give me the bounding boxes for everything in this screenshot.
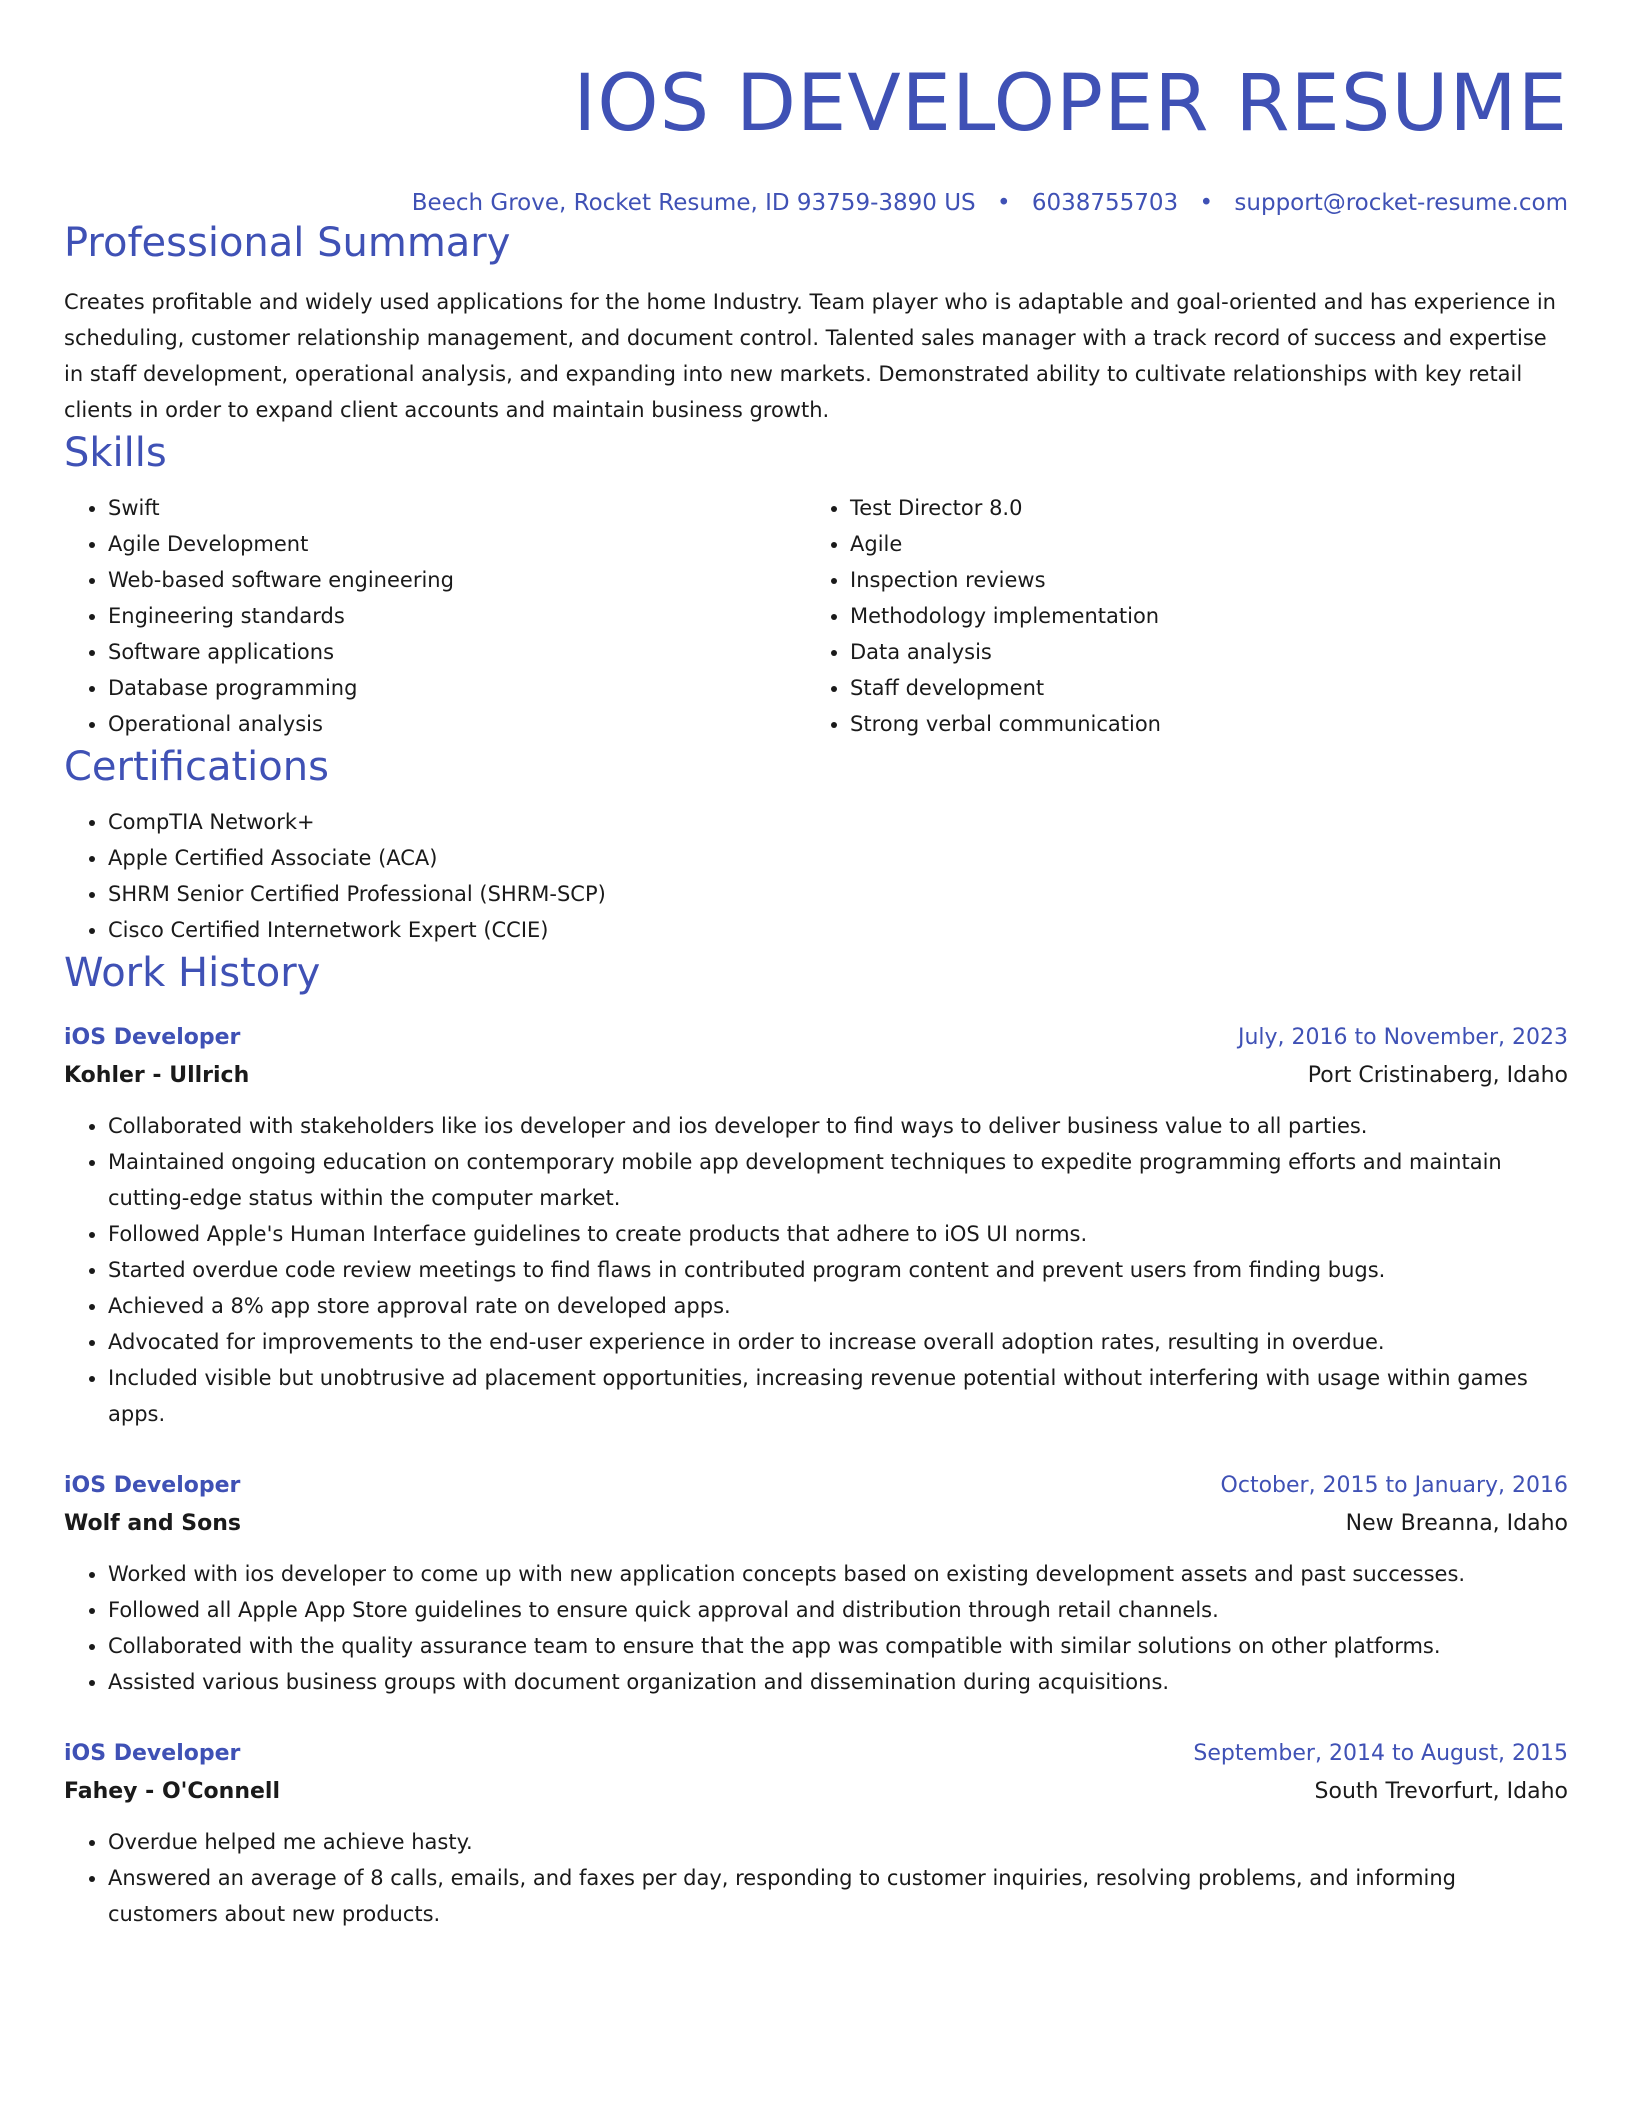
work-history-heading: Work History	[64, 950, 321, 996]
job-header-row	[64, 1468, 1568, 1504]
skills-heading: Skills	[64, 430, 167, 476]
skill-item: • Methodology implementation	[850, 598, 1548, 634]
contact-phone: 6038755703	[1031, 190, 1179, 216]
job-bullet: • Followed Apple's Human Interface guidelines to create products that adhere to iOS UI norms.	[108, 1216, 1568, 1252]
job-entry	[64, 1468, 1568, 1700]
job-bullet: • Achieved a 8% app store approval rate on developed apps.	[108, 1288, 1568, 1324]
certifications-heading: Certifications	[64, 744, 329, 790]
job-bullet: • Worked with ios developer to come up with new application concepts based on existing development assets and past successes.	[108, 1556, 1568, 1592]
skills-list-left	[64, 490, 806, 742]
job-bullet: • Overdue helped me achieve hasty.	[108, 1824, 1568, 1860]
contact-separator: •	[996, 190, 1011, 216]
job-dates: October, 2015 to January, 2016	[1220, 1473, 1568, 1498]
job-bullet: • Included visible but unobtrusive ad placement opportunities, increasing revenue potential without interfering with usage within games apps.	[108, 1360, 1568, 1432]
resume-title: IOS DEVELOPER RESUME	[573, 59, 1568, 149]
certification-item: • CompTIA Network+	[108, 804, 1568, 840]
job-company: Wolf and Sons	[64, 1511, 241, 1536]
skill-item: • Engineering standards	[108, 598, 806, 634]
contact-line	[64, 188, 1568, 218]
skill-item: • Agile Development	[108, 526, 806, 562]
contact-separator: •	[1199, 190, 1214, 216]
job-bullet: • Maintained ongoing education on contemporary mobile app development techniques to expedite programming efforts and maintain cutting-edge status within the computer market.	[108, 1144, 1568, 1216]
job-bullet: • Advocated for improvements to the end-user experience in order to increase overall adoption rates, resulting in overdue.	[108, 1324, 1568, 1360]
job-bullet: • Answered an average of 8 calls, emails, and faxes per day, responding to customer inquiries, resolving problems, and informing customers about new products.	[108, 1860, 1568, 1932]
job-location: New Breanna, Idaho	[1345, 1511, 1568, 1536]
job-entry	[64, 1736, 1568, 1932]
job-dates: July, 2016 to November, 2023	[1237, 1025, 1568, 1050]
contact-email: support@rocket-resume.com	[1234, 190, 1568, 216]
contact-address: Beech Grove, Rocket Resume, ID 93759-3890 US	[411, 190, 976, 216]
job-location: South Trevorfurt, Idaho	[1314, 1779, 1568, 1804]
job-company-row	[64, 1772, 1568, 1812]
skill-item: • Agile	[850, 526, 1548, 562]
job-bullets	[64, 1108, 1568, 1432]
skill-item: • Test Director 8.0	[850, 490, 1548, 526]
skill-item: • Staff development	[850, 670, 1548, 706]
skill-item: • Swift	[108, 490, 806, 526]
skill-item: • Software applications	[108, 634, 806, 670]
job-location: Port Cristinaberg, Idaho	[1307, 1063, 1568, 1088]
job-bullet: • Collaborated with the quality assurance team to ensure that the app was compatible with similar solutions on other platforms.	[108, 1628, 1568, 1664]
job-dates: September, 2014 to August, 2015	[1193, 1741, 1568, 1766]
job-header-row	[64, 1020, 1568, 1056]
summary-text: Creates profitable and widely used applications for the home Industry. Team player who is adaptable and goal-oriented and has experience in scheduling, customer relationship management, and document control. Talented sales manager with a track record of success and expertise in staff development, operational analysis, and expanding into new markets. Demonstrated ability to cultivate relationships with key retail clients in order to expand client accounts and maintain business growth.	[64, 290, 1556, 422]
job-header-row	[64, 1736, 1568, 1772]
resume-page	[64, 0, 1568, 1932]
certifications-list	[64, 804, 1568, 948]
job-bullet: • Assisted various business groups with document organization and dissemination during acquisitions.	[108, 1664, 1568, 1700]
job-bullet: • Started overdue code review meetings to find flaws in contributed program content and prevent users from finding bugs.	[108, 1252, 1568, 1288]
job-role: iOS Developer	[64, 1741, 241, 1766]
job-bullet: • Collaborated with stakeholders like ios developer and ios developer to find ways to deliver business value to all parties.	[108, 1108, 1568, 1144]
job-company-row	[64, 1504, 1568, 1544]
job-role: iOS Developer	[64, 1473, 241, 1498]
skill-item: • Inspection reviews	[850, 562, 1548, 598]
job-company-row	[64, 1056, 1568, 1096]
skills-grid	[64, 478, 1568, 742]
skill-item: • Data analysis	[850, 634, 1548, 670]
job-bullets	[64, 1824, 1568, 1932]
certification-item: • Apple Certified Associate (ACA)	[108, 840, 1568, 876]
certification-item: • SHRM Senior Certified Professional (SHRM-SCP)	[108, 876, 1568, 912]
job-entry	[64, 1020, 1568, 1432]
skill-item: • Operational analysis	[108, 706, 806, 742]
job-bullet: • Followed all Apple App Store guidelines to ensure quick approval and distribution through retail channels.	[108, 1592, 1568, 1628]
skill-item: • Database programming	[108, 670, 806, 706]
job-bullets	[64, 1556, 1568, 1700]
skill-item: • Strong verbal communication	[850, 706, 1548, 742]
certification-item: • Cisco Certified Internetwork Expert (CCIE)	[108, 912, 1568, 948]
skills-list-right	[806, 490, 1548, 742]
skill-item: • Web-based software engineering	[108, 562, 806, 598]
job-company: Kohler - Ullrich	[64, 1063, 250, 1088]
job-company: Fahey - O'Connell	[64, 1779, 280, 1804]
summary-heading: Professional Summary	[64, 220, 511, 266]
job-role: iOS Developer	[64, 1025, 241, 1050]
